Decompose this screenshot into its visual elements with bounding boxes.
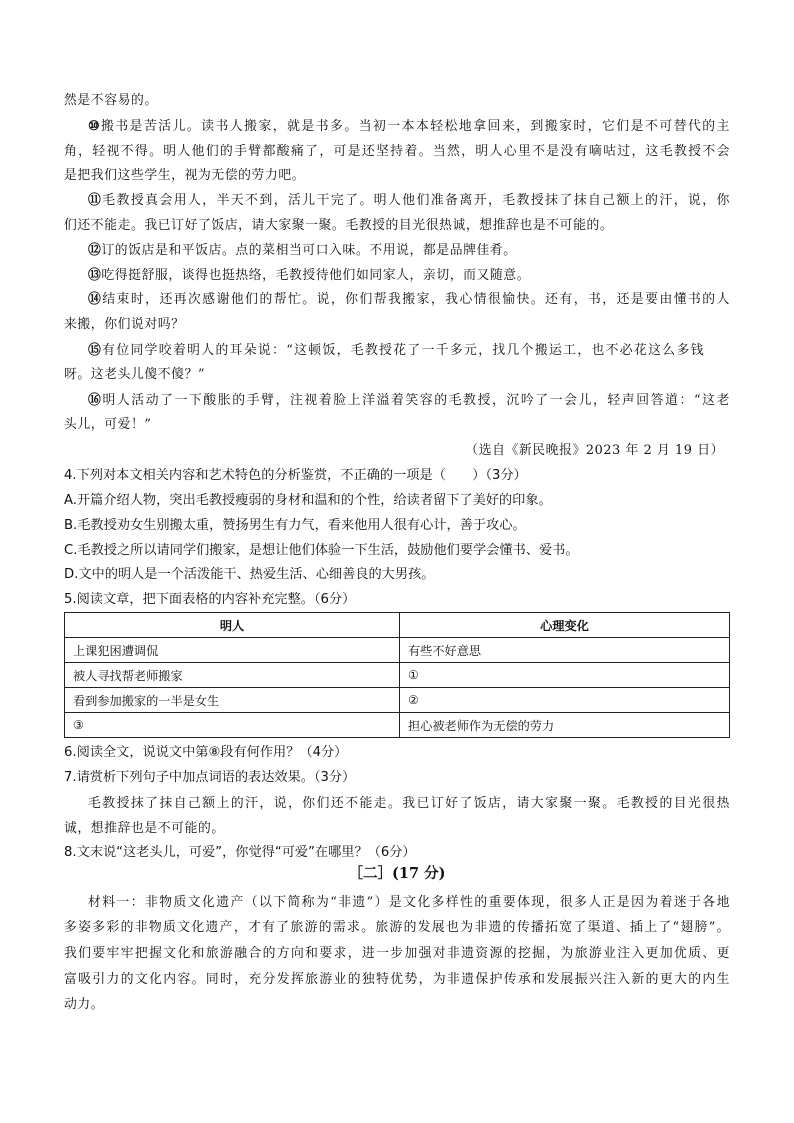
- paragraph-number: ⑯: [88, 393, 103, 408]
- question-6: 6.阅读全文，说说文中第⑧段有何作用？（4分）: [64, 745, 348, 760]
- table-row: [65, 688, 730, 713]
- paragraph-13-line: ⑬吃得挺舒服，谈得也挺热络，毛教授待他们如同家人，亲切，而又随意。: [88, 268, 531, 283]
- question-7-quote: 毛教授抹了抹自己额上的汗，说，你们还不能走。我已订好了饭店，请大家聚一聚。毛教授的目光很热: [88, 796, 730, 811]
- question-4-option-a: A.开篇介绍人物，突出毛教授瘦弱的身材和温和的个性，给读者留下了美好的印象。: [64, 493, 552, 508]
- paragraph-14-line: 来搬，你们说对吗？: [64, 317, 185, 332]
- table-cell: 担心被老师作为无偿的劳力: [400, 713, 730, 738]
- paragraph-12-line: ⑫订的饭店是和平饭店。点的菜相当可口入味。不用说，都是品牌佳肴。: [88, 243, 517, 258]
- material-1-line: 多姿多彩的非物质文化遗产，才有了旅游的需求。旅游的发展也为非遗的传播拓宽了渠道、插上了“翅膀”。: [64, 920, 730, 935]
- table-cell: 上课犯困遭调侃: [65, 638, 400, 663]
- table-cell: ③: [65, 713, 400, 738]
- paragraph-16-line: 头儿，可爱！”: [64, 417, 152, 432]
- table-row: [65, 713, 730, 738]
- table-row: [65, 663, 730, 688]
- question-4: 4.下列对本文相关内容和艺术特色的分析鉴赏，不正确的一项是（ ）（3分）: [64, 468, 527, 483]
- passage-line: 然是不容易的。: [64, 93, 158, 108]
- paragraph-number: ⑫: [88, 243, 102, 258]
- paragraph-15-line: ⑮有位同学咬着明人的耳朵说：“这顿饭，毛教授花了一千多元，找几个搬运工，也不必花这么多钱: [88, 343, 705, 358]
- paragraph-number: ⑪: [88, 193, 103, 208]
- paragraph-number: ⑩: [88, 119, 101, 134]
- question-4-option-d: D.文中的明人是一个活泼能干、热爱生活、心细善良的大男孩。: [64, 567, 435, 582]
- paragraph-15-line: 呀。这老头儿傻不傻？”: [64, 367, 206, 382]
- question-8: 8.文末说“这老头儿，可爱”，你觉得“可爱”在哪里？（6分）: [64, 845, 416, 860]
- table-cell: 被人寻找帮老师搬家: [65, 663, 400, 688]
- paragraph-number: ⑬: [88, 268, 102, 283]
- paragraph-14-line: ⑭结束时，还再次感谢他们的帮忙。说，你们帮我搬家，我心情很愉快。还有，书，还是要由懂书的人: [88, 292, 730, 307]
- material-1-line: 富吸引力的文化内容。同时，充分发挥旅游业的独特优势，为非遗保护传承和发展振兴注入新的更大的内生: [64, 972, 730, 987]
- material-1-line: 材料一：非物质文化遗产（以下简称为“非遗”）是文化多样性的重要体现，很多人正是因为着迷于各地: [88, 895, 730, 910]
- answer-table: [64, 612, 730, 738]
- table-header-cell: 明人: [65, 613, 400, 638]
- question-7-quote: 诚，想推辞也是不可能的。: [64, 821, 225, 836]
- material-1-line: 我们要牢牢把握文化和旅游融合的方向和要求，进一步加强对非遗资源的挖掘，为旅游业注入更加优质、更: [64, 946, 730, 961]
- paragraph-number: ⑮: [88, 343, 103, 358]
- table-row: [65, 638, 730, 663]
- source-citation: （选自《新民晚报》2023 年 2 月 19 日）: [465, 443, 724, 458]
- table-cell: ①: [400, 663, 730, 688]
- question-4-option-b: B.毛教授劝女生别搬太重，赞扬男生有力气，看来他用人很有心计，善于攻心。: [64, 518, 526, 533]
- paragraph-16-line: ⑯明人活动了一下酸胀的手臂，注视着脸上洋溢着笑容的毛教授，沉吟了一会儿，轻声回答道：“这老: [88, 393, 730, 408]
- question-5: 5.阅读文章，把下面表格的内容补充完整。（6分）: [64, 592, 356, 607]
- table-cell: ②: [400, 688, 730, 713]
- table-cell: 看到参加搬家的一半是女生: [65, 688, 400, 713]
- table-cell: 有些不好意思: [400, 638, 730, 663]
- question-7: 7.请赏析下列句子中加点词语的表达效果。（3分）: [64, 770, 356, 785]
- paragraph-10-line: ⑩搬书是苦活儿。读书人搬家，就是书多。当初一本本轻松地拿回来，到搬家时，它们是不可替代的主: [88, 119, 730, 134]
- paragraph-10-line: 是把我们这些学生，视为无偿的劳力吧。: [64, 168, 306, 183]
- paragraph-11-line: ⑪毛教授真会用人，半天不到，活儿干完了。明人他们准备离开，毛教授抹了抹自己额上的汗，说，你: [88, 193, 730, 208]
- material-1-line: 动力。: [64, 997, 105, 1012]
- table-header-cell: 心理变化: [400, 613, 730, 638]
- paragraph-11-line: 们还不能走。我已订好了饭店，请大家聚一聚。毛教授的目光很热诚，想推辞也是不可能的。: [64, 218, 614, 233]
- paragraph-10-line: 角，轻视不得。明人他们的手臂都酸痛了，可是还坚持着。当然，明人心里不是没有嘀咕过，这毛教授不会: [64, 144, 730, 159]
- paragraph-number: ⑭: [88, 292, 103, 307]
- table-header-row: [65, 613, 730, 638]
- section-heading: ［二］(17 分): [348, 865, 446, 882]
- question-4-option-c: C.毛教授之所以请同学们搬家，是想让他们体验一下生活，鼓励他们要学会懂书、爱书。: [64, 543, 579, 558]
